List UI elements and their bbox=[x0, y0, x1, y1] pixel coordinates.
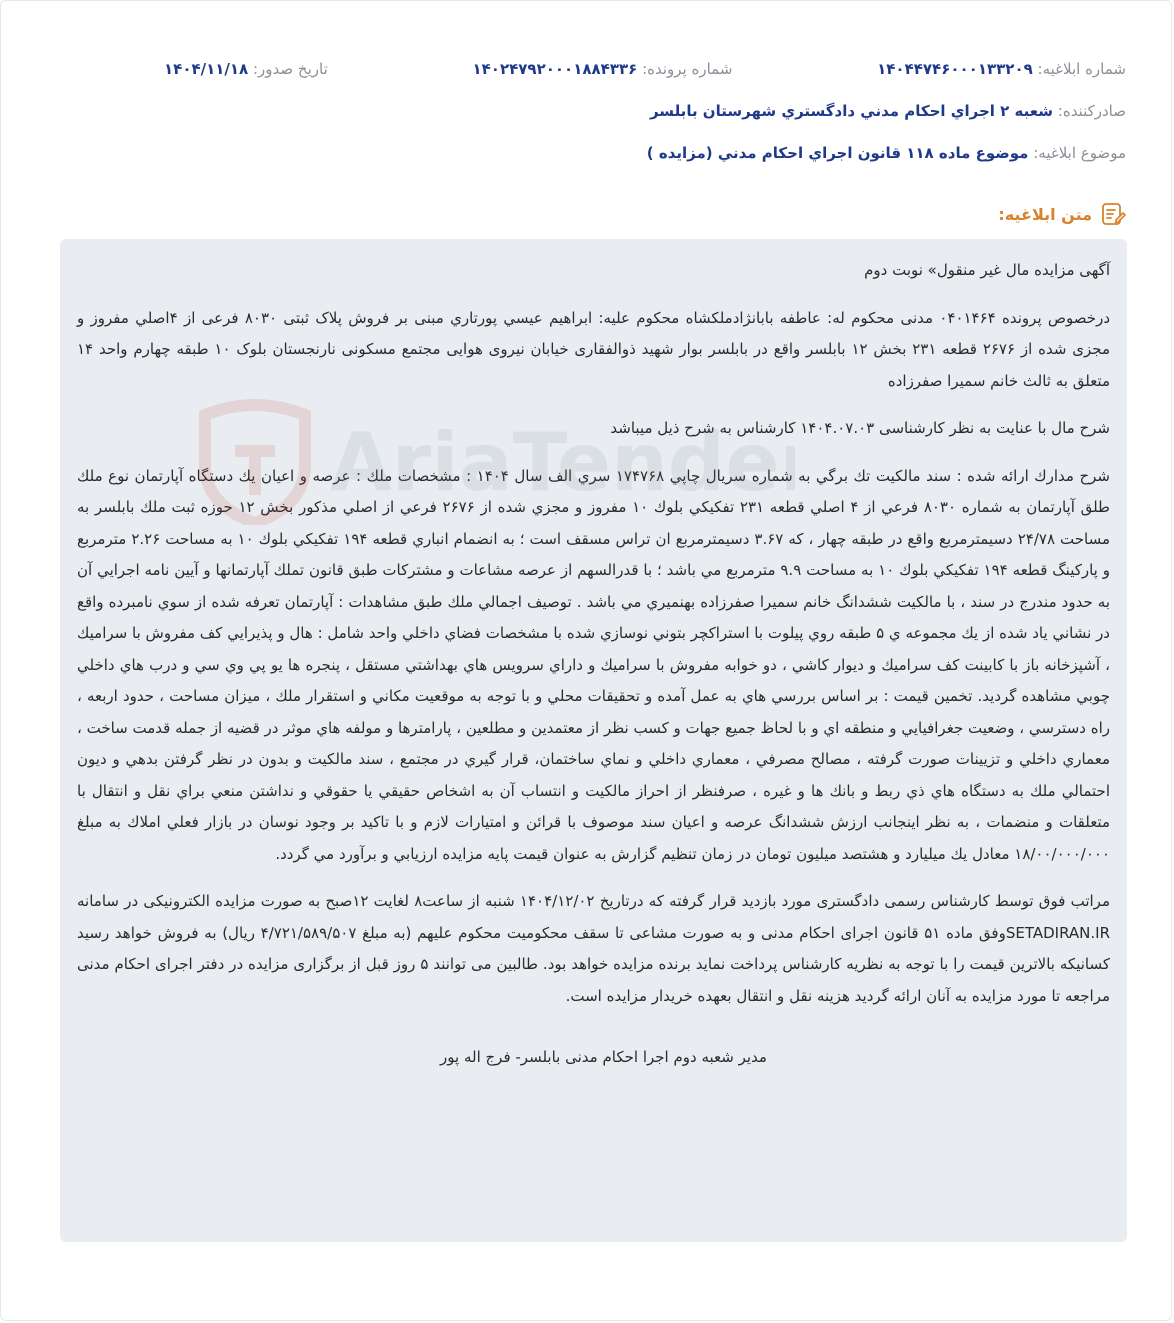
notice-heading-line: آگهی مزایده مال غیر منقول» نوبت دوم bbox=[864, 261, 1110, 279]
document-edit-icon bbox=[1100, 201, 1126, 227]
notice-number-label: شماره ابلاغيه: bbox=[1037, 60, 1126, 78]
notice-body bbox=[60, 239, 1127, 1242]
subject-label: موضوع ابلاغيه: bbox=[1033, 144, 1126, 162]
auction-terms-paragraph: مراتب فوق توسط کارشناس رسمی دادگستری مورد بازدید قرار گرفته که درتاریخ ۱۴۰۴/۱۲/۰۲ شنبه از ساعت۸ لغایت ۱۲صبح به صورت مزایده الکترونیکی در سامانه SETADIRAN.IRوفق ماده ۵۱ قانون اجرای احکام مدنی و به صورت مشاعی تا سقف محکومیت محکوم علیهم (به مبلغ ۴/۷۲۱/۵۸۹/۵۰۷ ریال) به فروش خواهد رسید کسانیکه بالاترین قیمت را با توجه به نظریه کارشناس پرداخت نماید برنده مزایده خواهد بود. طالبین می توانند ۵ روز قبل از برگزاری مزایده در دفتر اجرای احکام مدنی مراجعه تا مورد مزایده به آنان ارائه گردید هزینه نقل و انتقال بعهده خریدار مزایده است. bbox=[77, 892, 1111, 1005]
notice-number bbox=[877, 60, 1126, 78]
case-number bbox=[472, 60, 732, 78]
signature-line: مدیر شعبه دوم اجرا احکام مدنی بابلسر- فرج اله پور bbox=[440, 1048, 767, 1066]
issuer-row bbox=[650, 102, 1126, 120]
case-paragraph: درخصوص پرونده ۰۴۰۱۴۶۴ مدنی محکوم له: عاطفه بابانژادملکشاه محکوم علیه: ابراهیم عیسي پورتاري مبنی بر فروش پلاک ثبتی ۸۰۳۰ فرعی از ۴اصلي مفروز و مجزی شده از ۲۶۷۶ قطعه ۲۳۱ بخش ۱۲ بابلسر واقع در بابلسر بوار شهید ذوالفقاری خیابان نیروی هوایی مجتمع مسکونی نارنجستان بلوک ۱۰ طبقه چهارم واحد ۱۴ متعلق به ثالث خانم سمیرا صفرزاده bbox=[77, 308, 1111, 390]
issue-date bbox=[164, 60, 328, 78]
notice-text-title: متن ابلاغيه: bbox=[998, 204, 1092, 224]
property-description-paragraph: شرح مدارك ارائه شده : سند مالكيت تك برگي به شماره سريال چاپي ۱۷۴۷۶۸ سري الف سال ۱۴۰۴ : مشخصات ملك : عرصه و اعيان يك دستگاه آپارتمان نوع ملك طلق آپارتمان به شماره ۸۰۳۰ فرعي از ۴ اصلي قطعه ۲۳۱ تفكيكي بلوك ۱۰ مفروز و مجزي شده از ۲۶۷۶ فرعي از اصلي مذكور بخش ۱۲ حوزه ثبت ملك بابلسر به مساحت ۲۴/۷۸ دسيمترمربع واقع در طبقه چهار ، كه ۳.۶۷ دسيمترمربع ان تراس مسقف است ؛ به انضمام انباري قطعه ۱۹۴ تفكيكي بلوك ۱۰ به مساحت ۲.۲۶ مترمربع و پاركينگ قطعه ۱۹۴ تفكيكي بلوك ۱۰ به مساحت ۹.۹ مترمربع مي باشد ؛ با قدرالسهم از عرصه مشاعات و مشتركات طبق قانون تملك آپارتمانها و آيين نامه اجرايي آن به حدود مندرج در سند ، با مالكيت ششدانگ خانم سميرا صفرزاده بهنميري مي باشد . توصيف اجمالي ملك طبق مشاهدات : آپارتمان تعرفه شده از سوي نامبرده واقع در نشاني ياد شده از يك مجموعه ي ۵ طبقه روي پيلوت با استراكچر بتوني نوسازي شده با مشخصات فضاي داخلي واحد شامل : هال و پذيرايي كف مفروش با سراميك ، آشپزخانه باز با كابينت كف سراميك و ديوار كاشي ، دو خوابه مفروش با سراميك و داراي سرويس هاي بهداشتي مستقل ، پنجره ها يو پي وي سي و درب هاي داخلي چوبي مشاهده گرديد. تخمين قيمت : بر اساس بررسي هاي به عمل آمده و تحقيقات محلي و با توجه به موقعيت مكاني و استقرار ملك ، ميزان مساحت ، حدود اربعه ، راه دسترسي ، وضعيت جغرافيايي و منطقه اي و با لحاظ جميع جهات و كسب نظر از معتمدين و مطلعين ، پارامترها و مولفه هاي موثر در قضيه از جمله قدمت ساخت ، معماري داخلي و تزيينات صورت گرفته ، مصالح مصرفي ، معماري داخلي و نماي ساختمان، قرار گيري در مجتمع ، سند مالكيت و بدون در نظر گرفتن بدهي و ديون احتمالي ملك به دستگاه هاي ذي ربط و بانك ها و غيره ، صرفنظر از احراز مالكيت و انتساب آن به اشخاص حقيقي يا حقوقي و نداشتن منعي براي نقل و انتقال با متعلقات و منضمات ، به نظر اينجانب ارزش ششدانگ عرصه و اعيان سند موصوف با قرائن و امتيارات لازم و با تاكيد بر وجود نوسان در بازار فعلي املاك به مبلغ ۱۸/۰۰/۰۰۰/۰۰۰ معادل يك ميليارد و هشتصد ميليون تومان در زمان تنظيم گزارش به عنوان قيمت پايه مزايده ارزيابي و برآورد مي گردد. bbox=[77, 466, 1111, 863]
notice-text-heading bbox=[998, 201, 1126, 227]
subject-value: موضوع ماده ۱۱۸ قانون اجراي احکام مدني (مزايده ) bbox=[646, 144, 1029, 162]
case-number-value: ۱۴۰۲۴۷۹۲۰۰۰۱۸۸۴۳۳۶ bbox=[472, 60, 638, 78]
meta-row-numbers bbox=[60, 60, 1126, 78]
issue-date-value: ۱۴۰۴/۱۱/۱۸ bbox=[164, 60, 249, 78]
issuer-value: شعبه ۲ اجراي احکام مدني دادگستري شهرستان بابلسر bbox=[649, 102, 1053, 120]
expert-intro-paragraph: شرح مال با عنایت به نظر کارشناسی ۱۴۰۴.۰۷.۰۳ کارشناس به شرح ذیل میباشد bbox=[610, 419, 1110, 437]
issue-date-label: تاريخ صدور: bbox=[253, 60, 328, 78]
notice-number-value: ۱۴۰۴۴۷۴۶۰۰۰۱۳۳۲۰۹ bbox=[877, 60, 1033, 78]
case-number-label: شماره پرونده: bbox=[642, 60, 733, 78]
issuer-label: صادرکننده: bbox=[1057, 102, 1126, 120]
subject-row bbox=[647, 144, 1126, 162]
